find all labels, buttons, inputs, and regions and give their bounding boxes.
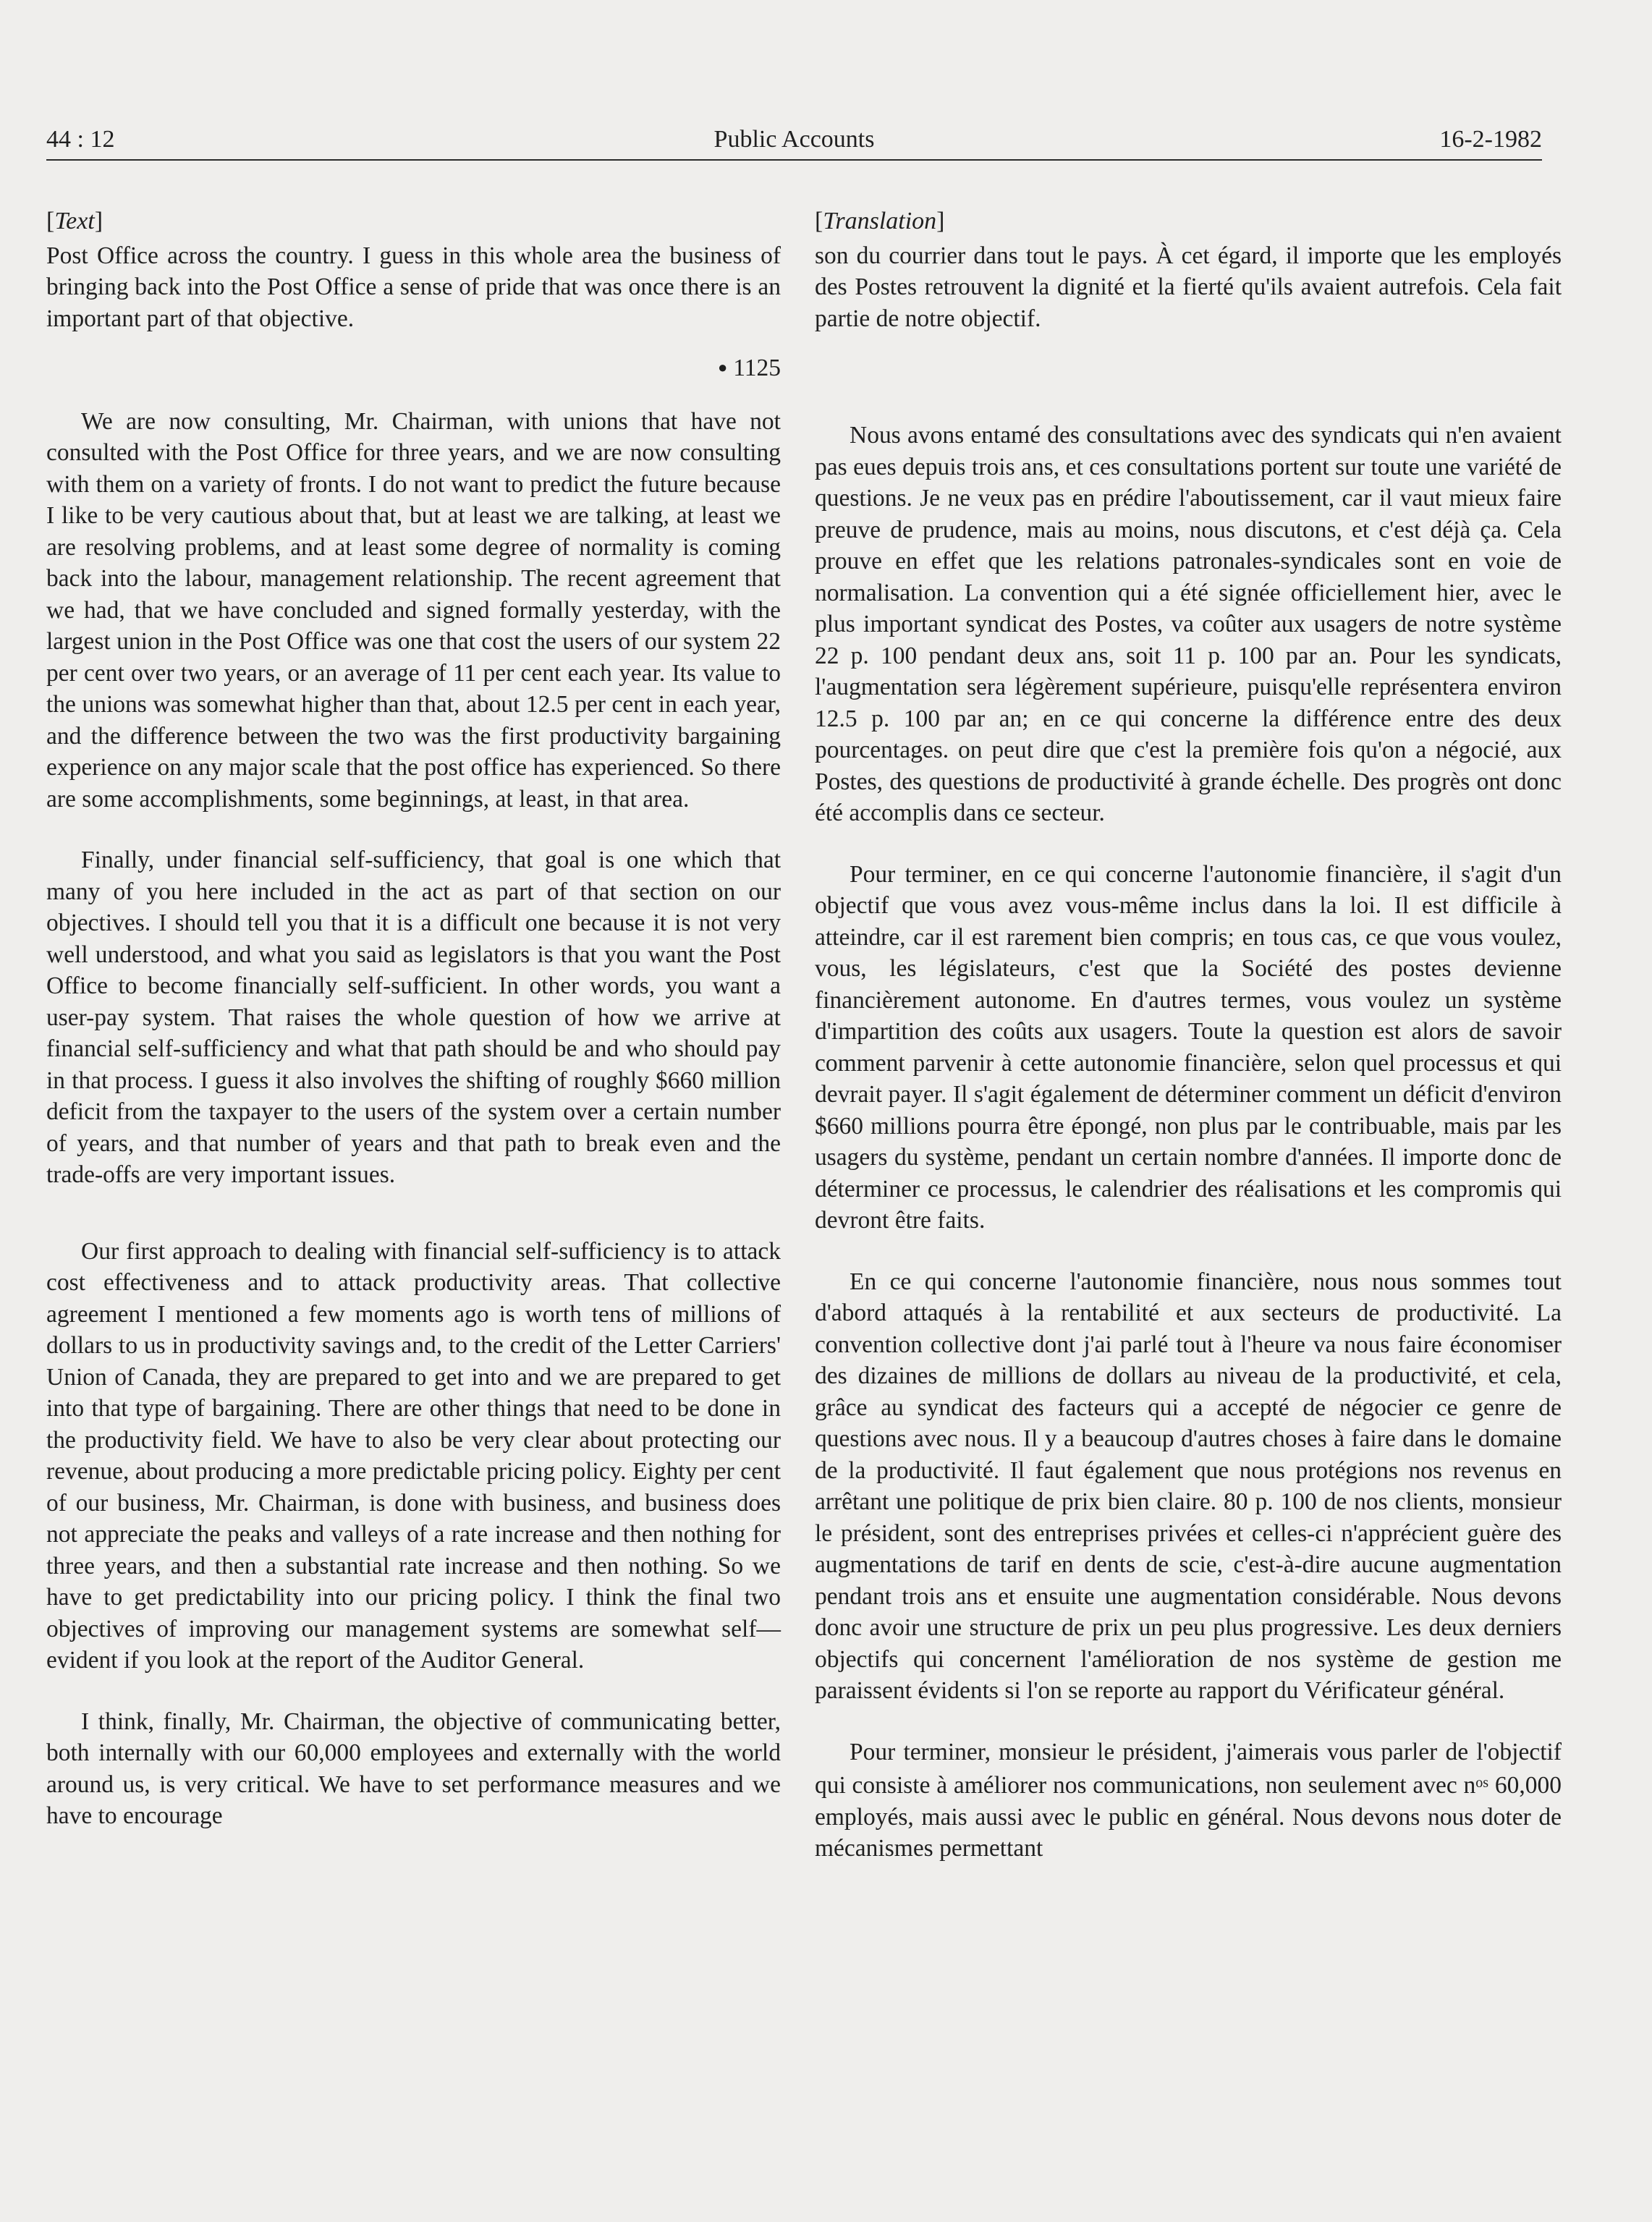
paragraph: Post Office across the country. I guess in this whole area the business of bringing back into the Post Office a sense of pride that was once there is an important part of that objective. <box>46 242 781 332</box>
paragraph <box>815 1737 1562 1865</box>
header-date: 16-2-1982 <box>1439 126 1542 153</box>
paragraph: son du courrier dans tout le pays. À cet égard, il importe que les employés des Postes retrouvent la dignité et la fierté qu'ils avaient autrefois. Cela fait partie de notre objectif. <box>815 242 1562 332</box>
paragraph: Finally, under financial self-sufficiency, that goal is one which that many of you here included in the act as part of that section on our objectives. I should tell you that it is a difficult one because it is not very well understood, and what you said as legislators is that you want the Post Office to become financially self-sufficient. In other words, you want a user-pay system. That raises the whole question of how we arrive at financial self-sufficiency and what that path should be and who should pay in that process. I guess it also involves the shifting of roughly $660 million deficit from the taxpayer to the users of the system over a certain number of years, and that number of years and that path to break even and the trade-offs are very important issues. <box>46 847 781 1188</box>
french-column <box>815 205 1562 1894</box>
english-column <box>46 205 781 1862</box>
time-marker <box>46 352 781 384</box>
text-run: 60,000 employés, mais aussi avec le public en général. Nous devons nous doter de mécanismes permettant <box>815 1772 1562 1862</box>
column-tag-text: [Text] <box>46 208 103 234</box>
time-marker-value: 1125 <box>733 355 781 381</box>
paragraph: We are now consulting, Mr. Chairman, with unions that have not consulted with the Post Office for three years, and we are now consulting with them on a variety of fronts. I do not want to predict the future because I like to be very cautious about that, but at least we are talking, at least we are resolving problems, and at least some degree of normality is coming back into the labour, management relationship. The recent agreement that we had, that we have concluded and signed formally yesterday, with the largest union in the Post Office was one that cost the users of our system 22 per cent over two years, or an average of 11 per cent each year. Its value to the unions was somewhat higher than that, about 12.5 per cent in each year, and the difference between the two was the first productivity bargaining experience on any major scale that the post office has experienced. So there are some accomplishments, some beginnings, at least, in that area. <box>46 407 781 813</box>
header-page-ref: 44 : 12 <box>46 126 115 153</box>
header-title: Public Accounts <box>713 126 875 153</box>
page-header <box>46 124 1542 161</box>
paragraph: Our first approach to dealing with financial self-sufficiency is to attack cost effectiveness and to attack productivity areas. That collective agreement I mentioned a few moments ago is worth tens of millions of dollars to us in productivity savings and, to the credit of the Letter Carriers' Union of Canada, they are prepared to get into and we are prepared to get into that type of bargaining. There are other things that need to be done in the productivity field. We have to also be very clear about protecting our revenue, about producing a more predictable pricing policy. Eighty per cent of our business, Mr. Chairman, is done with business, and business does not appreciate the peaks and valleys of a rate increase and then nothing for three years, and then a substantial rate increase and then nothing. So we have to get predictability into our pricing policy. I think the final two objectives of improving our management systems are somewhat self—evident if you look at the report of the Auditor General. <box>46 1237 781 1674</box>
bullet-icon: ● <box>717 358 728 376</box>
text-run: Pour terminer, monsieur le président, j'aimerais vous parler de l'objectif qui consiste à améliorer nos communications, non seulement avec n <box>815 1738 1562 1799</box>
column-tag-translation: [Translation] <box>815 208 945 234</box>
paragraph: I think, finally, Mr. Chairman, the objective of communicating better, both internally with our 60,000 employees and externally with the world around us, is very critical. We have to set performance measures and we have to encourage <box>46 1708 781 1829</box>
tag-label: Translation <box>823 208 937 234</box>
paragraph: En ce qui concerne l'autonomie financière, nous nous sommes tout d'abord attaqués à la rentabilité et aux secteurs de productivité. La convention collective dont j'ai parlé tout à l'heure va nous faire économiser des dizaines de millions de dollars au niveau de la productivité, et cela, grâce au syndicat des facteurs qui a accepté de négocier ce genre de questions avec nous. Il y a beaucoup d'autres choses à faire dans le domaine de la productivité. Il faut également que nous protégions nos revenus en arrêtant une politique de prix bien claire. 80 p. 100 de nos clients, monsieur le président, sont des entreprises privées et celles-ci n'apprécient guère des augmentations de tarif en dents de scie, c'est-à-dire aucune augmentation pendant trois ans et ensuite une augmentation considérable. Nous devons donc avoir une structure de prix un peu plus progressive. Les deux derniers objectifs qui concernent l'amélioration de nos système de gestion me paraissent évidents si l'on se reporte au rapport du Vérificateur général. <box>815 1268 1562 1704</box>
paragraph: Nous avons entamé des consultations avec des syndicats qui n'en avaient pas eues depuis trois ans, et ces consultations portent sur toute une variété de questions. Je ne veux pas en prédire l'aboutissement, car il vaut mieux faire preuve de prudence, mais au moins, nous discutons, et c'est déjà ça. Cela prouve en effet que les relations patronales-syndicales sont en voie de normalisation. La convention qui a été signée officiellement hier, avec le plus important syndicat des Postes, va coûter aux usagers de notre système 22 p. 100 pendant deux ans, soit 11 p. 100 par an. Pour les syndicats, l'augmentation sera légèrement supérieure, puisqu'elle représentera environ 12.5 p. 100 par an; en ce qui concerne la différence entre des deux pourcentages. on peut dire que c'est la première fois qu'on a négocié, aux Postes, des questions de productivité à grande échelle. Des progrès ont donc été accomplis dans ce secteur. <box>815 422 1562 826</box>
superscript: os <box>1475 1775 1489 1791</box>
tag-label: Text <box>54 208 95 234</box>
paragraph: Pour terminer, en ce qui concerne l'autonomie financière, il s'agit d'un objectif que vous avez vous-même inclus dans la loi. Il est difficile à atteindre, car il est rarement bien compris; en tous cas, ce que vous voulez, vous, les législateurs, c'est que la Société des postes devienne financièrement autonome. En d'autres termes, vous voulez un système d'impartition des coûts aux usagers. Toute la question est alors de savoir comment parvenir à cette autonomie financière, selon quel processus et qui devrait payer. Il s'agit également de déterminer comment un déficit d'environ $660 millions pourra être épongé, non plus par le contribuable, mais par les usagers du système, pendant un certain nombre d'années. Il importe donc de déterminer ce processus, le calendrier des réalisations et les compromis qui devront être faits. <box>815 860 1562 1234</box>
